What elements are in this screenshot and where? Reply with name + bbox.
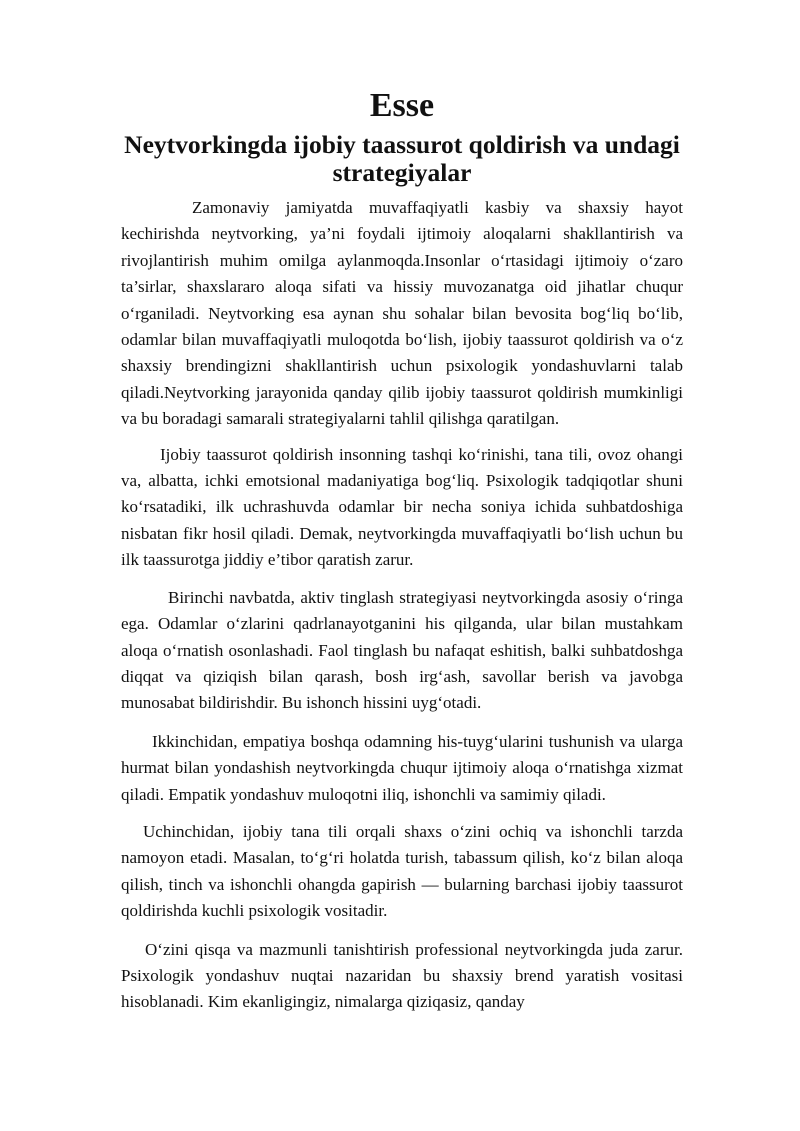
paragraph-self-introduction: O‘zini qisqa va mazmunli tanishtirish professional neytvorkingda juda zarur. Psixologik yondashuv nuqtai nazaridan bu shaxsiy brend yaratish vositasi hisoblanadi. Kim ekanligingiz, nimalarga qiziqasiz, qanday	[121, 939, 683, 1012]
paragraph-body-language: Uchinchidan, ijobiy tana tili orqali shaxs o‘zini ochiq va ishonchli tarzda namoyon etadi. Masalan, to‘g‘ri holatda turish, tabassum qilish, ko‘z bilan aloqa qilish, tinch va ishonchli ohangda gapirish — bularning barchasi ijobiy taassurot qoldirishda kuchli psixologik vositadir.	[121, 821, 683, 921]
essay-title: Esse	[369, 87, 435, 124]
paragraph-first-impression: Ijobiy taassurot qoldirish insonning tashqi ko‘rinishi, tana tili, ovoz ohangi va, albatta, ichki emotsional madaniyatiga bog‘liq. Psixologik tadqiqotlar shuni ko‘rsatadiki, ilk uchrashuvda odamlar bir necha soniya ichida suhbatdoshiga nisbatan fikr hosil qiladi. Demak, neytvorkingda muvaffaqiyatli bo‘lish uchun bu ilk taassurotga jiddiy e’tibor qaratish zarur.	[121, 444, 683, 570]
document-body	[121, 87, 683, 1016]
essay-subtitle: Neytvorkingda ijobiy taassurot qoldirish va undagi strategiyalar	[124, 130, 680, 187]
paragraph-introduction: Zamonaviy jamiyatda muvaffaqiyatli kasbiy va shaxsiy hayot kechirishda neytvorking, ya’ni foydali ijtimoiy aloqalarni shakllantirish va rivojlantirish muhim omilga aylanmoqda.Insonlar o‘rtasidagi ijtimoiy o‘zaro ta’sirlar, shaxslararo aloqa sifati va hissiy muvozanatga oid jihatlar chuqur o‘rganiladi. Neytvorking esa aynan shu sohalar bilan bevosita bog‘liq bo‘lib, odamlar bilan muvaffaqiyatli muloqotda bo‘lish, ijobiy taassurot qoldirish va o‘z shaxsiy brendingizni shakllantirish uchun psixologik yondashuvlarni talab qiladi.Neytvorking jarayonida qanday qilib ijobiy taassurot qoldirish mumkinligi va bu boradagi samarali strategiyalarni tahlil qilishga qaratilgan.	[121, 198, 683, 429]
paragraph-empathy: Ikkinchidan, empatiya boshqa odamning his-tuyg‘ularini tushunish va ularga hurmat bilan yondashish neytvorkingda chuqur ijtimoiy aloqa o‘rnatishga xizmat qiladi. Empatik yondashuv muloqotni iliq, ishonchli va samimiy qiladi.	[121, 731, 683, 804]
paragraph-active-listening: Birinchi navbatda, aktiv tinglash strategiyasi neytvorkingda asosiy o‘ringa ega. Odamlar o‘zlarini qadrlanayotganini his qilganda, ular bilan mustahkam aloqa o‘rnatish osonlashadi. Faol tinglash bu nafaqat eshitish, balki suhbatdoshga diqqat va qiziqish bilan qarash, bosh irg‘ash, savollar berish va javobga munosabat bildirishdir. Bu ishonch hissini uyg‘otadi.	[121, 587, 683, 713]
